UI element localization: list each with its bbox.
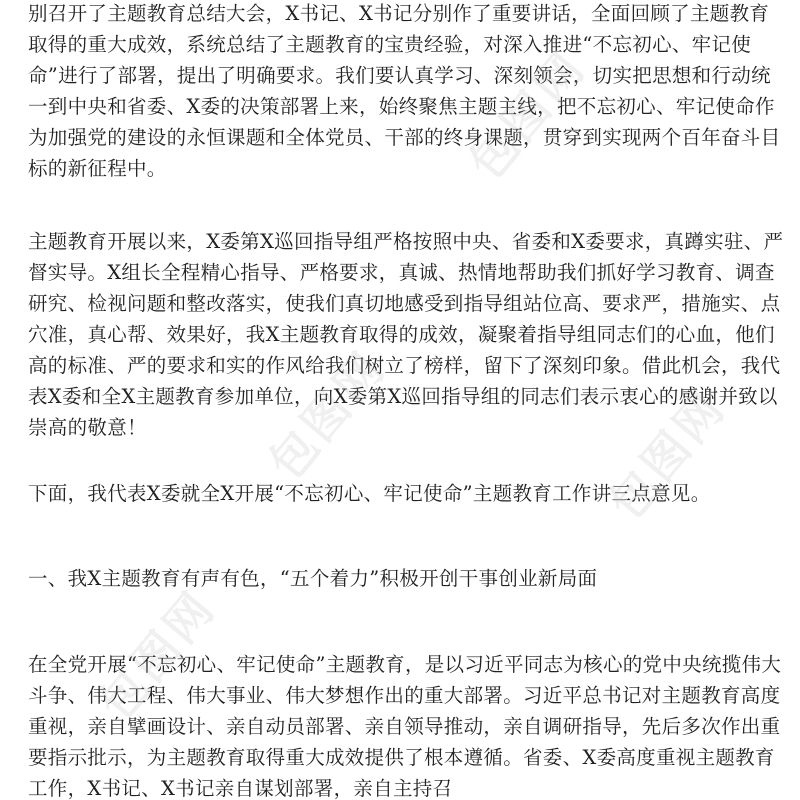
watermark: 包图网 <box>598 380 737 530</box>
paragraph-4: 在全党开展“不忘初心、牢记使命”主题教育，是以习近平同志为核心的党中央统揽伟大斗争、伟大工程、伟大事业、伟大梦想作出的重大部署。习近平总书记对主题教育高度重视，亲自擘画设计、亲自动员部署、亲自领导推动，亲自调研指导，先后多次作出重要指示批示，为主题教育取得重大成效提供了根本遵循。省委、X委高度重视主题教育工作，X书记、X书记亲自谋划部署，亲自主持召 <box>28 653 782 800</box>
paragraph-2: 主题教育开展以来，X委第X巡回指导组严格按照中央、省委和X委要求，真蹲实驻、严督实导。X组长全程精心指导、严格要求，真诚、热情地帮助我们抓好学习教育、调查研究、检视问题和整改落实，使我们真切地感受到指导组站位高、要求严，措施实、点穴准，真心帮、效果好，我X主题教育取得的成效，凝聚着指导组同志们的心血，他们高的标准、严的要求和实的作风给我们树立了榜样，留下了深刻印象。借此机会，我代表X委和全X主题教育参加单位，向X委第X巡回指导组的同志们表示衷心的感谢并致以崇高的敬意！ <box>28 230 784 439</box>
watermark: 包图网 <box>258 340 397 490</box>
section-heading-1: 一、我X主题教育有声有色，“五个着力”积极开创干事创业新局面 <box>28 567 598 590</box>
paragraph-1: 别召开了主题教育总结大会，X书记、X书记分别作了重要讲话，全面回顾了主题教育取得的重大成效，系统总结了主题教育的宝贵经验，对深入推进“不忘初心、牢记使命”进行了部署，提出了明确要求。我们要认真学习、深刻领会，切实把思想和行动统一到中央和省委、X委的决策部署上来，始终聚焦主题主线，把不忘初心、牢记使命作为加强党的建设的永恒课题和全体党员、干部的终身课题，贯穿到实现两个百年奋斗目标的新征程中。 <box>28 2 781 180</box>
watermark: 包图网 <box>458 40 597 190</box>
paragraph-3: 下面，我代表X委就全X开展“不忘初心、牢记使命”主题教育工作讲三点意见。 <box>28 482 711 505</box>
watermark: 包图网 <box>88 580 227 730</box>
